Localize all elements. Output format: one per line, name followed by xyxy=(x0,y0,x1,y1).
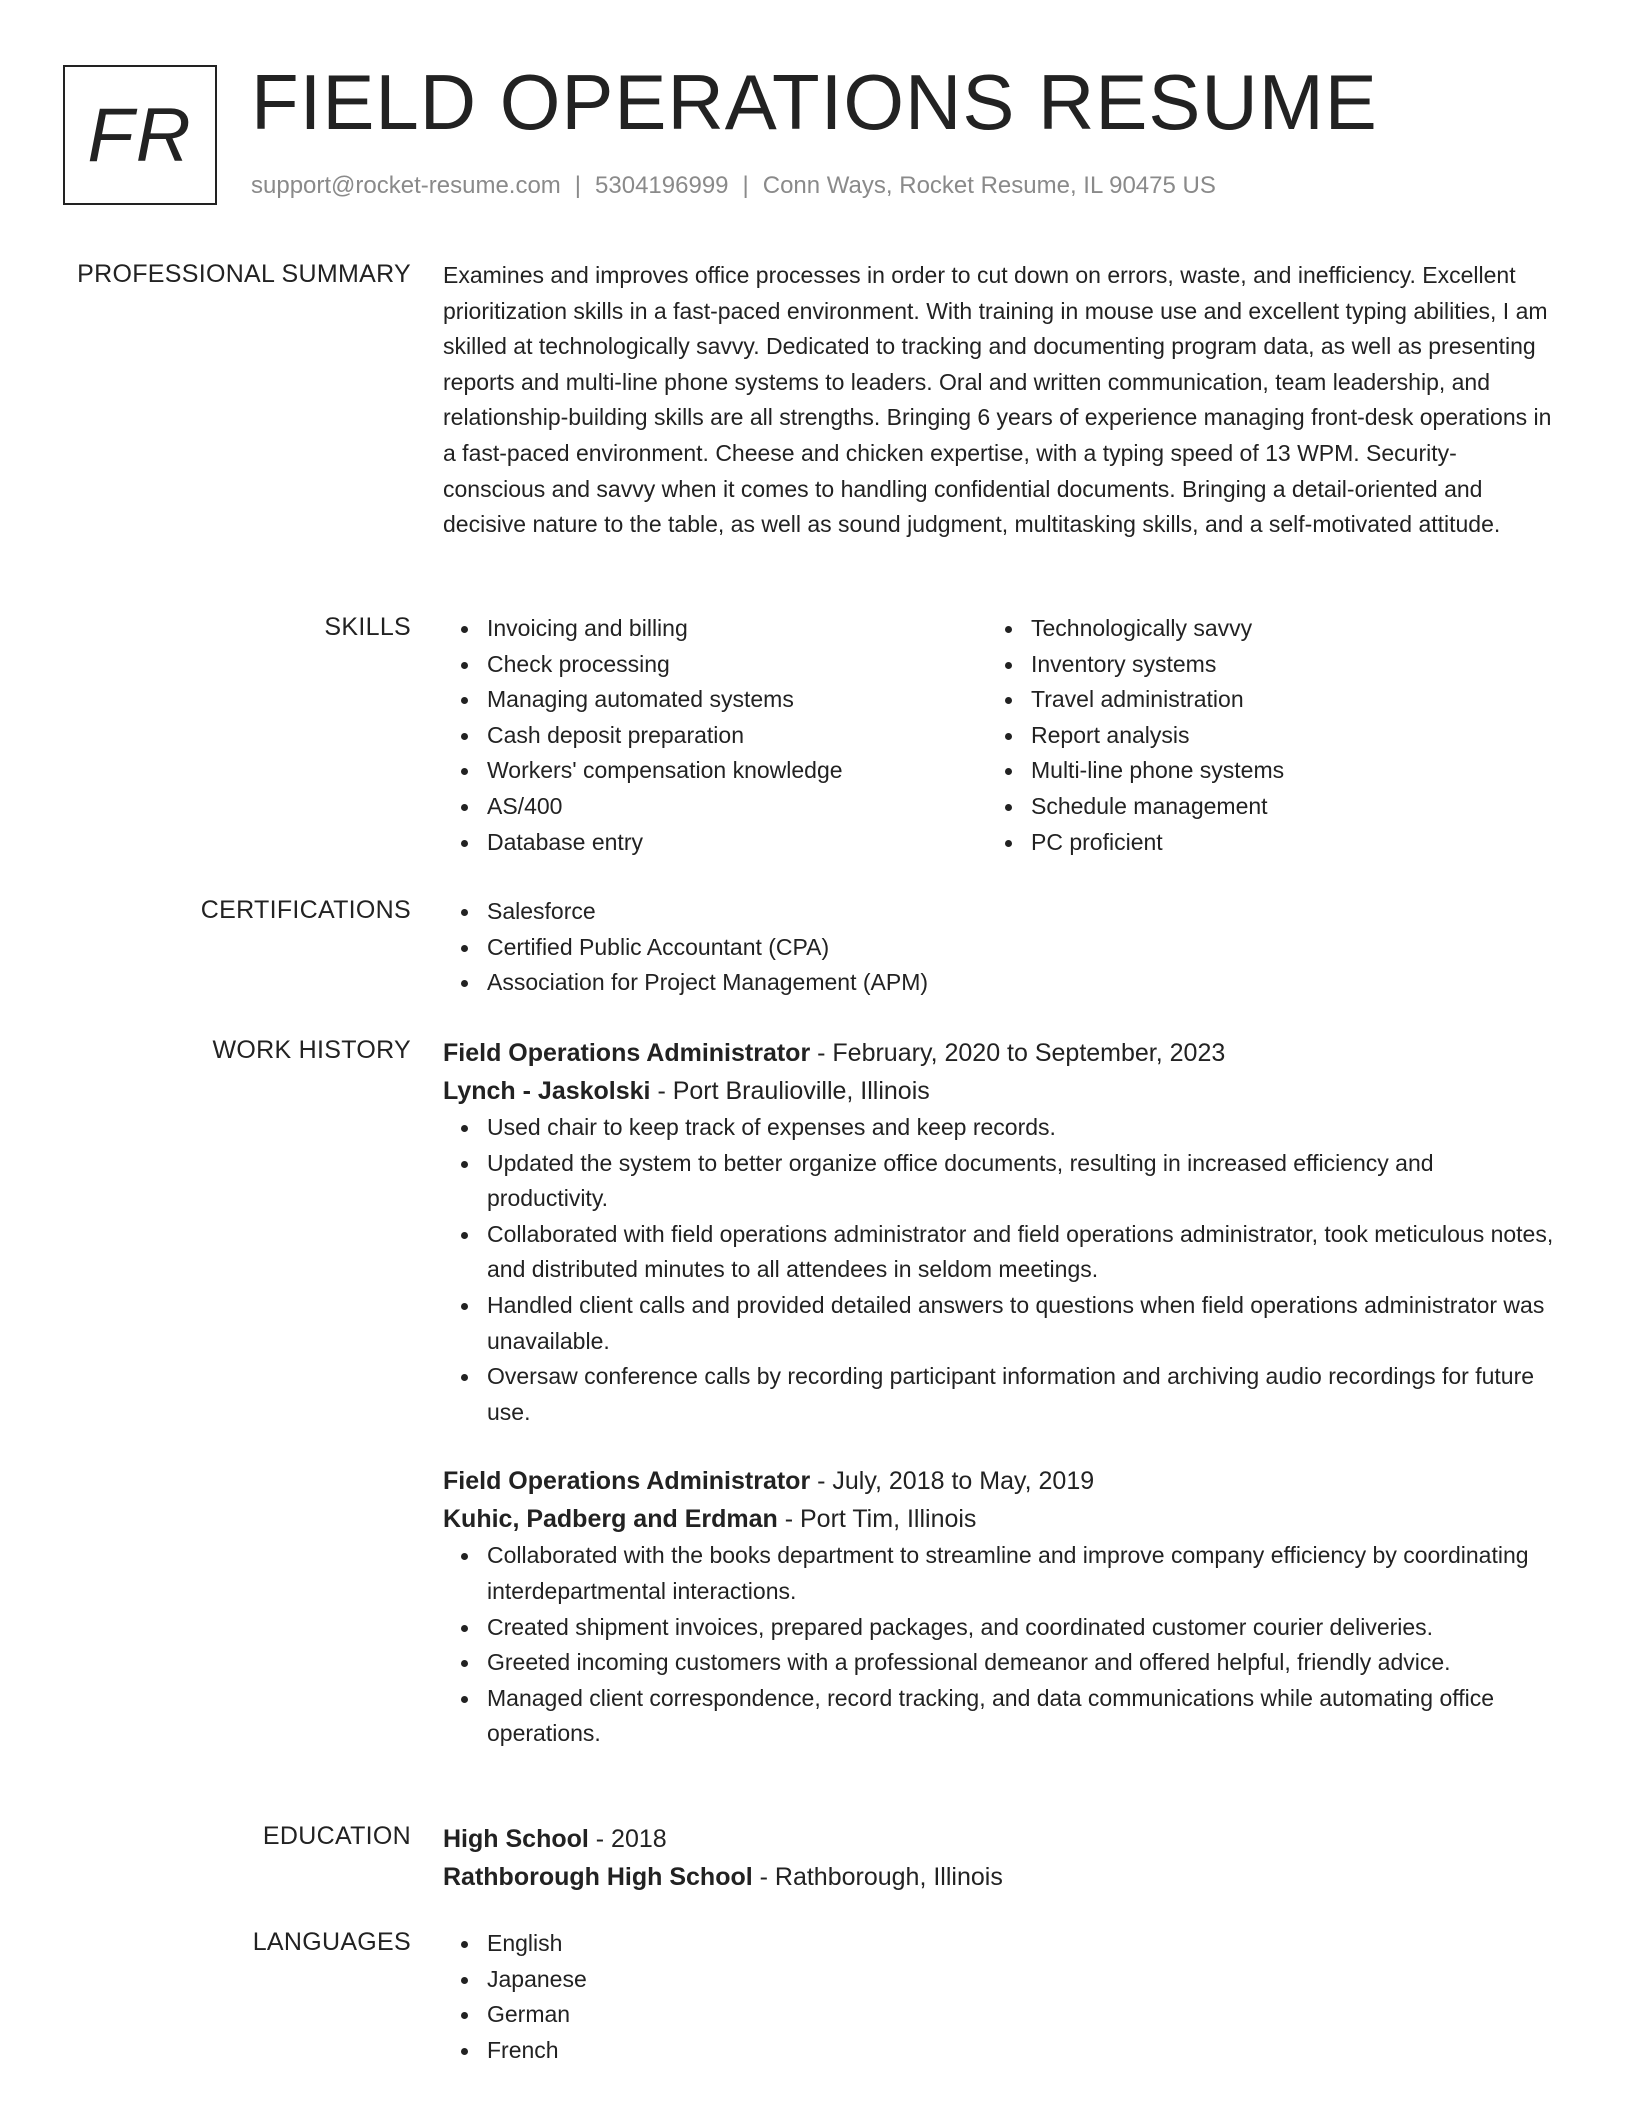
job-location: - Port Tim, Illinois xyxy=(777,1505,977,1534)
job-title: Field Operations Administrator xyxy=(443,1039,811,1067)
certification-item: Salesforce xyxy=(487,894,1555,930)
summary-text: Examines and improves office processes in order to cut down on errors, waste, and inefficiency. Excellent prioritization skills in a fast-paced environment. With training in mouse use and excellent typing abilities, I am skilled at technologically savvy. Dedicated to tracking and documenting program data, as well as presenting reports and multi-line phone systems to leaders. Oral and written communication, team leadership, and relationship-building skills are all strengths. Bringing 6 years of experience managing front-desk operations in a fast-paced environment. Cheese and chicken expertise, with a typing speed of 13 WPM. Security-conscious and savvy when it comes to handling confidential documents. Bringing a detail-oriented and decisive nature to the table, as well as sound judgment, multitasking skills, and a self-motivated attitude. xyxy=(443,262,1552,538)
contact-separator: | xyxy=(742,172,749,199)
education-location: - Rathborough, Illinois xyxy=(752,1863,1003,1891)
education-degree-line xyxy=(443,1820,1555,1858)
section-heading-education: EDUCATION xyxy=(262,1822,411,1850)
job-duty: Handled client calls and provided detailed answers to questions when field operations administrator was unavailable. xyxy=(487,1288,1555,1359)
education-school: Rathborough High School xyxy=(443,1863,753,1891)
job-duty: Collaborated with the books department to streamline and improve company efficiency by coordinating interdepartmental interactions. xyxy=(487,1538,1555,1609)
section-heading-work-history: WORK HISTORY xyxy=(212,1036,411,1064)
job-location: - Port Braulioville, Illinois xyxy=(650,1077,930,1105)
language-item: French xyxy=(487,2033,1555,2069)
skill-item: Report analysis xyxy=(1031,718,1531,754)
certification-item: Certified Public Accountant (CPA) xyxy=(487,930,1555,966)
job-duty: Updated the system to better organize office documents, resulting in increased efficiency and productivity. xyxy=(487,1146,1555,1217)
section-heading-certifications: CERTIFICATIONS xyxy=(200,896,411,924)
certifications-body xyxy=(443,894,1555,1001)
job-duty: Collaborated with field operations administrator and field operations administrator, took meticulous notes, and distributed minutes to all attendees in seldom meetings. xyxy=(487,1217,1555,1288)
job-duty: Oversaw conference calls by recording participant information and archiving audio recordings for future use. xyxy=(487,1359,1555,1430)
skill-item: PC proficient xyxy=(1031,825,1531,861)
job-company-line xyxy=(443,1072,1555,1110)
job-entry xyxy=(443,1034,1555,1430)
job-duties-list xyxy=(443,1538,1555,1752)
work-history-body xyxy=(443,1034,1555,1752)
section-heading-languages: LANGUAGES xyxy=(252,1928,411,1956)
skill-item: Schedule management xyxy=(1031,789,1531,825)
job-duty: Used chair to keep track of expenses and keep records. xyxy=(487,1110,1555,1146)
job-duty: Created shipment invoices, prepared packages, and coordinated customer courier deliveries. xyxy=(487,1610,1555,1646)
education-body xyxy=(443,1820,1555,1896)
skill-item: Inventory systems xyxy=(1031,647,1531,683)
skill-item: Database entry xyxy=(487,825,987,861)
monogram-badge xyxy=(63,65,217,205)
job-duty: Greeted incoming customers with a professional demeanor and offered helpful, friendly advice. xyxy=(487,1645,1555,1681)
languages-list xyxy=(443,1926,1555,2068)
skill-item: Workers' compensation knowledge xyxy=(487,753,987,789)
job-company: Lynch - Jaskolski xyxy=(443,1077,651,1105)
skill-item: Cash deposit preparation xyxy=(487,718,987,754)
skill-item: AS/400 xyxy=(487,789,987,825)
skill-item: Multi-line phone systems xyxy=(1031,753,1531,789)
education-year: - 2018 xyxy=(588,1825,667,1853)
monogram-initials: FR xyxy=(87,92,193,178)
job-company: Kuhic, Padberg and Erdman xyxy=(443,1505,778,1534)
section-heading-skills: SKILLS xyxy=(324,613,411,641)
job-dates: - July, 2018 to May, 2019 xyxy=(810,1467,1095,1496)
job-title-line xyxy=(443,1462,1555,1500)
job-dates: - February, 2020 to September, 2023 xyxy=(810,1039,1226,1067)
summary-body xyxy=(443,258,1555,543)
contact-email[interactable]: support@rocket-resume.com xyxy=(251,172,561,199)
language-item: German xyxy=(487,1997,1555,2033)
skill-item: Managing automated systems xyxy=(487,682,987,718)
job-entry xyxy=(443,1462,1555,1752)
job-duty: Managed client correspondence, record tracking, and data communications while automating office operations. xyxy=(487,1681,1555,1752)
skill-item: Travel administration xyxy=(1031,682,1531,718)
skill-item: Technologically savvy xyxy=(1031,611,1531,647)
skills-list-right xyxy=(987,611,1531,860)
resume-title: FIELD OPERATIONS RESUME xyxy=(251,58,1378,146)
job-title-line xyxy=(443,1034,1555,1072)
language-item: Japanese xyxy=(487,1962,1555,1998)
skill-item: Check processing xyxy=(487,647,987,683)
contact-separator: | xyxy=(574,172,582,199)
education-school-line xyxy=(443,1858,1555,1896)
job-duties-list xyxy=(443,1110,1555,1430)
education-degree: High School xyxy=(443,1825,589,1853)
certifications-list xyxy=(443,894,1555,1001)
language-item: English xyxy=(487,1926,1555,1962)
certification-item: Association for Project Management (APM) xyxy=(487,965,1555,1001)
job-title: Field Operations Administrator xyxy=(443,1467,811,1496)
contact-phone[interactable]: 5304196999 xyxy=(595,172,729,199)
skills-body xyxy=(443,611,1555,860)
skill-item: Invoicing and billing xyxy=(487,611,987,647)
contact-address: Conn Ways, Rocket Resume, IL 90475 US xyxy=(762,172,1216,199)
contact-line xyxy=(251,172,1216,200)
languages-body xyxy=(443,1926,1555,2068)
skills-list-left xyxy=(443,611,987,860)
section-heading-summary: PROFESSIONAL SUMMARY xyxy=(77,260,411,288)
job-company-line xyxy=(443,1500,1555,1538)
